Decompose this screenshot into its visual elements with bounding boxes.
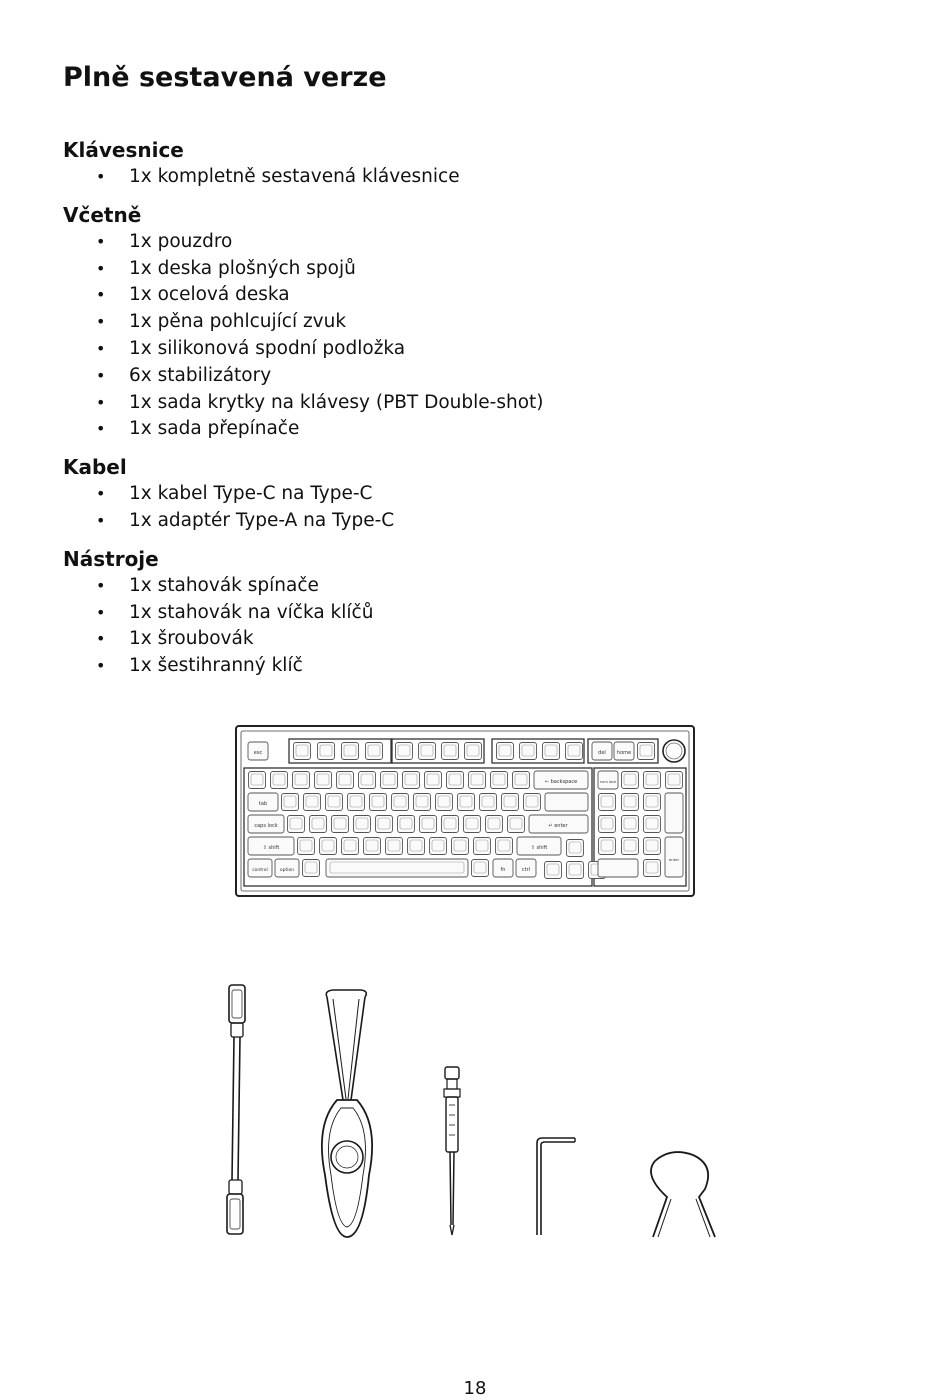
- list-item: • 1x sada přepínače: [63, 416, 883, 443]
- item-list-cable: [63, 481, 883, 535]
- keyboard-illustration: [218, 706, 733, 911]
- content: [63, 136, 883, 690]
- bullet: •: [96, 510, 106, 530]
- key-label-home: home: [616, 750, 632, 756]
- list-item: • 1x kabel Type-C na Type-C: [63, 481, 883, 508]
- bullet: •: [96, 258, 106, 278]
- key-label-esc: esc: [253, 750, 263, 756]
- bullet: •: [96, 575, 106, 595]
- key-label-ctrl: ctrl: [521, 867, 531, 873]
- list-item: • 1x sada krytky na klávesy (PBT Double-shot): [63, 390, 883, 417]
- key-label-num-lock: num lock: [599, 780, 617, 784]
- bullet: •: [96, 231, 106, 251]
- bullet: •: [96, 484, 106, 504]
- list-item: • 1x pěna pohlcující zvuk: [63, 309, 883, 336]
- bullet: •: [96, 419, 106, 439]
- bullet: •: [96, 392, 106, 412]
- page-title: Plně sestavená verze: [63, 62, 387, 93]
- bullet: •: [96, 656, 106, 676]
- screwdriver-drawing: [444, 1067, 460, 1235]
- list-item: • 1x pouzdro: [63, 229, 883, 256]
- bullet: •: [96, 602, 106, 622]
- list-item: • 1x deska plošných spojů: [63, 256, 883, 283]
- list-item: • 1x silikonová spodní podložka: [63, 336, 883, 363]
- item-list-keyboard: [63, 164, 883, 191]
- section-heading-tools: Nástroje: [63, 546, 159, 571]
- bullet: •: [96, 167, 106, 186]
- key-label-enter: ↵ enter: [548, 823, 568, 829]
- key-label-tab: tab: [258, 801, 268, 807]
- list-item: • 1x stahovák na víčka klíčů: [63, 600, 883, 627]
- section-heading-included: Včetně: [63, 202, 142, 227]
- key-label-del: del: [598, 750, 606, 756]
- key-label-fn: fn: [500, 867, 506, 873]
- key-label-backspace: ← backspace: [544, 779, 578, 785]
- usb-cable-drawing: [227, 985, 245, 1234]
- page-number: 18: [463, 1378, 487, 1399]
- list-item: • 1x šroubovák: [63, 626, 883, 653]
- list-item: • 6x stabilizátory: [63, 363, 883, 390]
- hex-key-drawing: [537, 1138, 575, 1235]
- item-list-tools: [63, 573, 883, 680]
- bullet: •: [96, 629, 106, 649]
- accessories-illustration: [215, 975, 735, 1250]
- section-heading-keyboard: Klávesnice: [63, 138, 184, 162]
- key-label-caps-lock: caps lock: [254, 823, 278, 829]
- bullet: •: [96, 312, 106, 332]
- section-heading-cable: Kabel: [63, 455, 127, 480]
- key-label-right-shift: ⇧ shift: [530, 845, 548, 851]
- key-label-control: control: [252, 868, 268, 873]
- keycap-puller-drawing: [322, 990, 372, 1237]
- list-item: • 1x stahovák spínače: [63, 573, 883, 600]
- switch-puller-drawing: [651, 1152, 715, 1237]
- bullet: •: [96, 338, 106, 358]
- key-label-option: option: [279, 868, 295, 873]
- list-item: • 1x šestihranný klíč: [63, 653, 883, 680]
- item-list-included: [63, 229, 883, 443]
- list-item: • 1x kompletně sestavená klávesnice: [63, 164, 883, 191]
- key-label-left-shift: ⇧ shift: [262, 845, 280, 851]
- bullet: •: [96, 365, 106, 385]
- list-item: • 1x adaptér Type-A na Type-C: [63, 508, 883, 535]
- bullet: •: [96, 285, 106, 305]
- key-label-numpad-enter: enter: [668, 857, 680, 862]
- list-item: • 1x ocelová deska: [63, 282, 883, 309]
